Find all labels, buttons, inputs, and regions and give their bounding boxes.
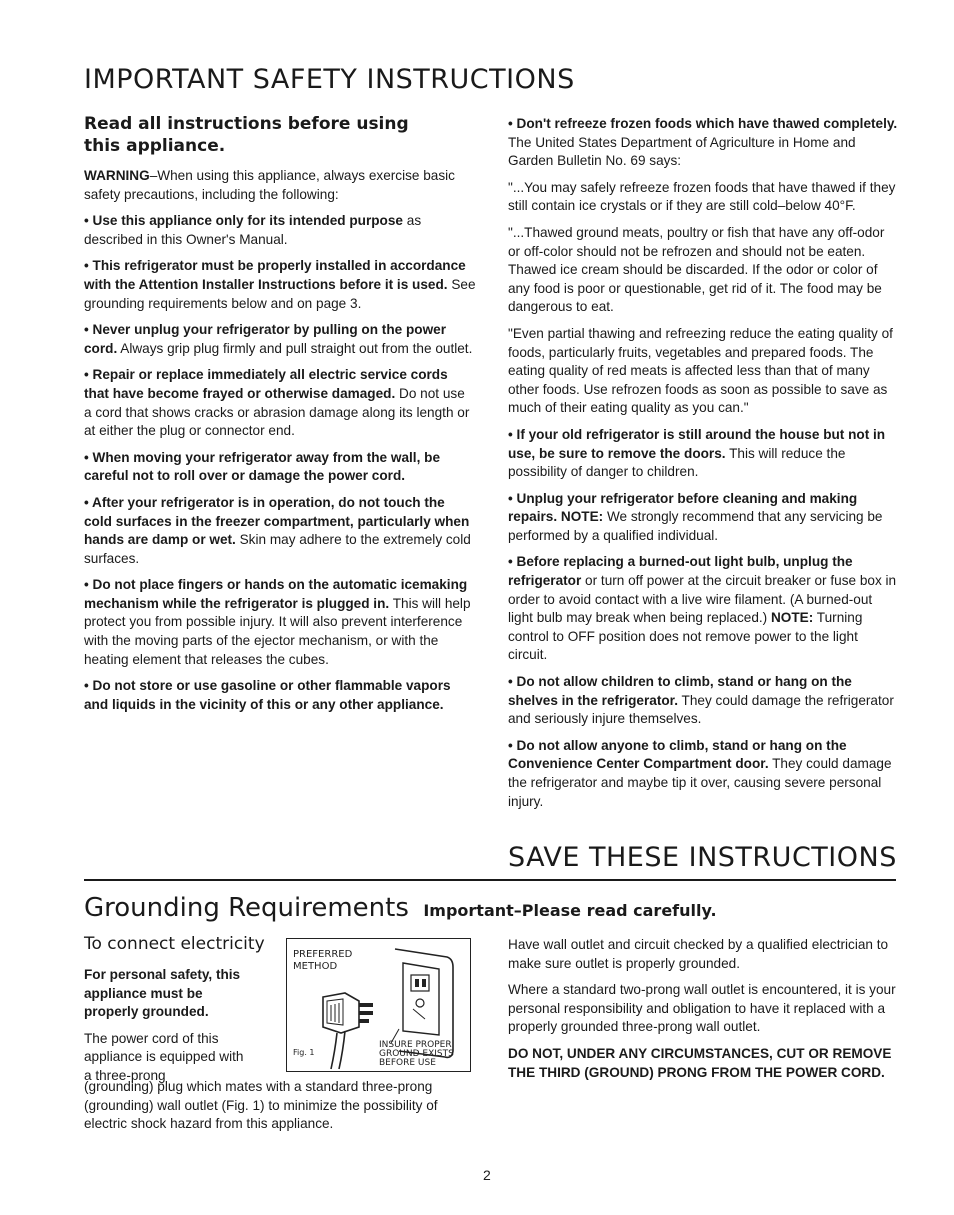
connect-heading: To connect electricity (84, 934, 265, 954)
item-text: Do not use a cord that shows cracks or abrasion damage along its length or at either the plug or connector end. (84, 385, 470, 439)
item-bold: • Do not allow children to climb, stand or hang on the shelves in the refrigerator. (508, 674, 852, 708)
grounding-subtitle: Important–Please read carefully. (423, 901, 717, 920)
item-text: See grounding requirements below and on page 3. (84, 276, 476, 311)
item-bold: • Unplug your refrigerator before cleaning and making repairs. NOTE: (508, 490, 858, 525)
item-bold: • Use this appliance only for its intended purpose (84, 213, 403, 229)
quote-paragraph: "Even partial thawing and refreezing reduce the eating quality of foods, particularly fruits, vegetables and prepared foods. The eating quality of red meats is affected less than that of many other foods. Use refrozen foods as soon as possible to save as much of their eating quality as you can." (508, 325, 893, 416)
safety-item (508, 490, 900, 546)
item-text: or turn off power at the circuit breaker or fuse box in order to avoid contact with a live wire filament. (A burned-out light bulb may break when being replaced.) (508, 573, 897, 626)
electrician-paragraph: Have wall outlet and circuit checked by a qualified electrician to make sure outlet is properly grounded. (508, 937, 889, 971)
safety-item (84, 212, 476, 249)
safety-item (84, 494, 476, 568)
item-bold: • When moving your refrigerator away from the wall, be careful not to roll over or damage the power cord. (84, 449, 440, 484)
cord-text-continued: (grounding) plug which mates with a standard three-prong (grounding) wall outlet (Fig. 1) to minimize the possibility of electric shock hazard from this appliance. (84, 1079, 438, 1132)
quote-paragraph: "...Thawed ground meats, poultry or fish that have any off-odor or off-color should not be refrozen and should not be eaten. Thawed ice cream should be discarded. If the odor or color of any food is poor or questionable, get rid of it. The food may be dangerous to eat. (508, 224, 885, 315)
section-divider (84, 879, 896, 881)
safety-item (508, 673, 900, 729)
right-column (508, 115, 900, 819)
item-text: Always grip plug firmly and pull straight out from the outlet. (117, 340, 473, 356)
item-bold: • Never unplug your refrigerator by pulling on the power cord. (84, 322, 447, 356)
cord-text: The power cord of this appliance is equipped with a three-prong (84, 1030, 244, 1083)
safety-item (84, 449, 476, 486)
safety-item (84, 576, 476, 669)
safety-item (508, 737, 900, 811)
left-subtitle: Read all instructions before using this appliance. (84, 114, 409, 156)
warning-lead: WARNING (84, 168, 150, 183)
item-bold: • Do not allow anyone to climb, stand or hang on the Convenience Center Compartment door. (508, 737, 847, 772)
item-bold: • Don't refreeze frozen foods which have thawed completely. (508, 116, 898, 131)
safety-item (84, 677, 476, 714)
fig-insure-line: BEFORE USE (379, 1058, 436, 1068)
item-bold: • Do not place fingers or hands on the automatic icemaking mechanism while the refrigerator is plugged in. (84, 577, 468, 611)
grounding-right (508, 936, 900, 1090)
warning-text: –When using this appliance, always exercise basic safety precautions, including the following: (84, 168, 455, 202)
page-title: IMPORTANT SAFETY INSTRUCTIONS (84, 64, 575, 95)
two-prong-paragraph: Where a standard two-prong wall outlet is encountered, it is your personal responsibility and obligation to have it replaced with a properly grounded three-prong wall outlet. (508, 982, 896, 1035)
item-bold: NOTE: (767, 610, 814, 626)
fig-number-label: Fig. 1 (293, 1048, 315, 1057)
fig-insure-line: GROUND EXISTS (379, 1049, 454, 1059)
grounding-title: Grounding Requirements (84, 893, 409, 923)
safety-item (508, 553, 900, 665)
item-text: This will reduce the possibility of danger to children. (508, 445, 846, 480)
figure-1 (286, 938, 471, 1072)
fig-preferred-label: PREFERRED (293, 949, 353, 960)
fig-insure-label (379, 1041, 468, 1068)
item-text: This will help protect you from possible injury. It will also prevent interference with the moving parts of the ejector mechanism, or with the heating element that releases the cubes. (84, 595, 471, 667)
item-text: The United States Department of Agriculture in Home and Garden Bulletin No. 69 says: (508, 134, 856, 169)
item-text: We strongly recommend that any servicing be performed by a qualified individual. (508, 509, 883, 543)
fig-method-label: METHOD (293, 961, 338, 972)
refreeze-item (508, 115, 900, 171)
safety-item (84, 257, 476, 313)
grounding-left (84, 966, 249, 1086)
warning-paragraph (84, 167, 476, 204)
item-text: Skin may adhere to the extremely cold surfaces. (84, 532, 471, 566)
item-bold: • After your refrigerator is in operation, do not touch the cold surfaces in the freezer compartment, particularly when hands are damp or wet. (84, 494, 470, 548)
item-bold: • This refrigerator must be properly installed in accordance with the Attention Installer Instructions before it is used. (84, 258, 466, 292)
item-bold: • Before replacing a burned-out light bulb, unplug the refrigerator (508, 554, 853, 589)
page-number: 2 (483, 1167, 491, 1183)
fig-insure-line: INSURE PROPER (379, 1040, 452, 1050)
item-text: They could damage the refrigerator and maybe tip it over, causing severe personal injury. (508, 756, 892, 809)
safety-item (84, 366, 476, 440)
item-bold: • If your old refrigerator is still around the house but not in use, be sure to remove the doors. (508, 426, 886, 461)
item-text: as described in this Owner's Manual. (84, 213, 422, 247)
grounding-header (84, 893, 717, 923)
safety-statement: For personal safety, this appliance must be properly grounded. (84, 967, 241, 1020)
item-bold: • Do not store or use gasoline or other flammable vapors and liquids in the vicinity of this or any other appliance. (84, 678, 451, 712)
save-instructions-heading: SAVE THESE INSTRUCTIONS (508, 842, 897, 873)
item-text: Turning control to OFF position does not remove power to the light circuit. (508, 610, 863, 663)
prong-warning: DO NOT, UNDER ANY CIRCUMSTANCES, CUT OR REMOVE THE THIRD (GROUND) PRONG FROM THE POWER CORD. (508, 1045, 892, 1080)
quote-paragraph: "...You may safely refreeze frozen foods that have thawed if they still contain ice crystals or if they are still cold–below 40°F. (508, 179, 896, 214)
left-column (84, 113, 476, 722)
item-bold: • Repair or replace immediately all electric service cords that have become frayed or otherwise damaged. (84, 367, 448, 401)
item-text: They could damage the refrigerator and seriously injure themselves. (508, 692, 894, 727)
safety-item (84, 321, 476, 358)
safety-item (508, 426, 900, 482)
